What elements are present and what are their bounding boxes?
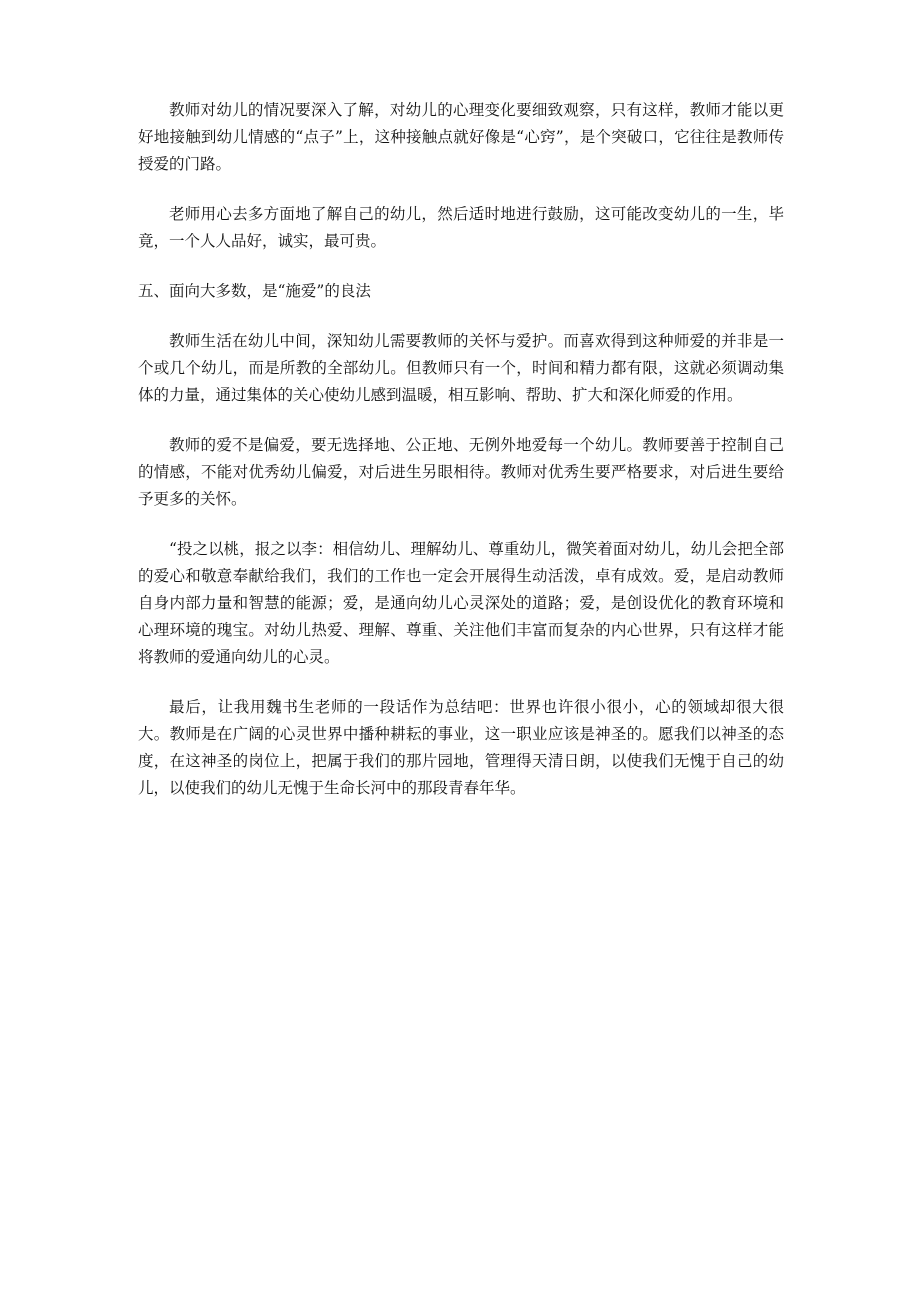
paragraph-2: 老师用心去多方面地了解自己的幼儿，然后适时地进行鼓励，这可能改变幼儿的一生，毕竟，一个人人品好，诚实，最可贵。 — [138, 205, 784, 250]
section-heading-5: 五、面向大多数，是“施爱”的良法 — [138, 282, 371, 300]
paragraph-6: 最后，让我用魏书生老师的一段话作为总结吧：世界也许很小很小，心的领域却很大很大。教师是在广阔的心灵世界中播种耕耘的事业，这一职业应该是神圣的。愿我们以神圣的态度，在这神圣的岗位上，把属于我们的那片园地，管理得天清日朗，以使我们无愧于自己的幼儿，以使我们的幼儿无愧于生命长河中的那段青春年华。 — [138, 698, 784, 797]
paragraph-5: “投之以桃，报之以李：相信幼儿、理解幼儿、尊重幼儿，微笑着面对幼儿，幼儿会把全部的爱心和敬意奉献给我们，我们的工作也一定会开展得生动活泼，卓有成效。爱，是启动教师自身内部力量和智慧的能源；爱，是通向幼儿心灵深处的道路；爱，是创设优化的教育环境和心理环境的瑰宝。对幼儿热爱、理解、尊重、关注他们丰富而复杂的内心世界，只有这样才能将教师的爱通向幼儿的心灵。 — [138, 540, 784, 666]
paragraph-1: 教师对幼儿的情况要深入了解，对幼儿的心理变化要细致观察，只有这样，教师才能以更好地接触到幼儿情感的“点子”上，这种接触点就好像是“心窍”，是个突破口，它往往是教师传授爱的门路。 — [138, 101, 784, 173]
paragraph-4: 教师的爱不是偏爱，要无选择地、公正地、无例外地爱每一个幼儿。教师要善于控制自己的情感，不能对优秀幼儿偏爱，对后进生另眼相待。教师对优秀生要严格要求，对后进生要给予更多的关怀。 — [138, 436, 784, 508]
document-body — [138, 97, 784, 825]
paragraph-3: 教师生活在幼儿中间，深知幼儿需要教师的关怀与爱护。而喜欢得到这种师爱的并非是一个或几个幼儿，而是所教的全部幼儿。但教师只有一个，时间和精力都有限，这就必须调动集体的力量，通过集体的关心使幼儿感到温暖，相互影响、帮助、扩大和深化师爱的作用。 — [138, 332, 784, 404]
